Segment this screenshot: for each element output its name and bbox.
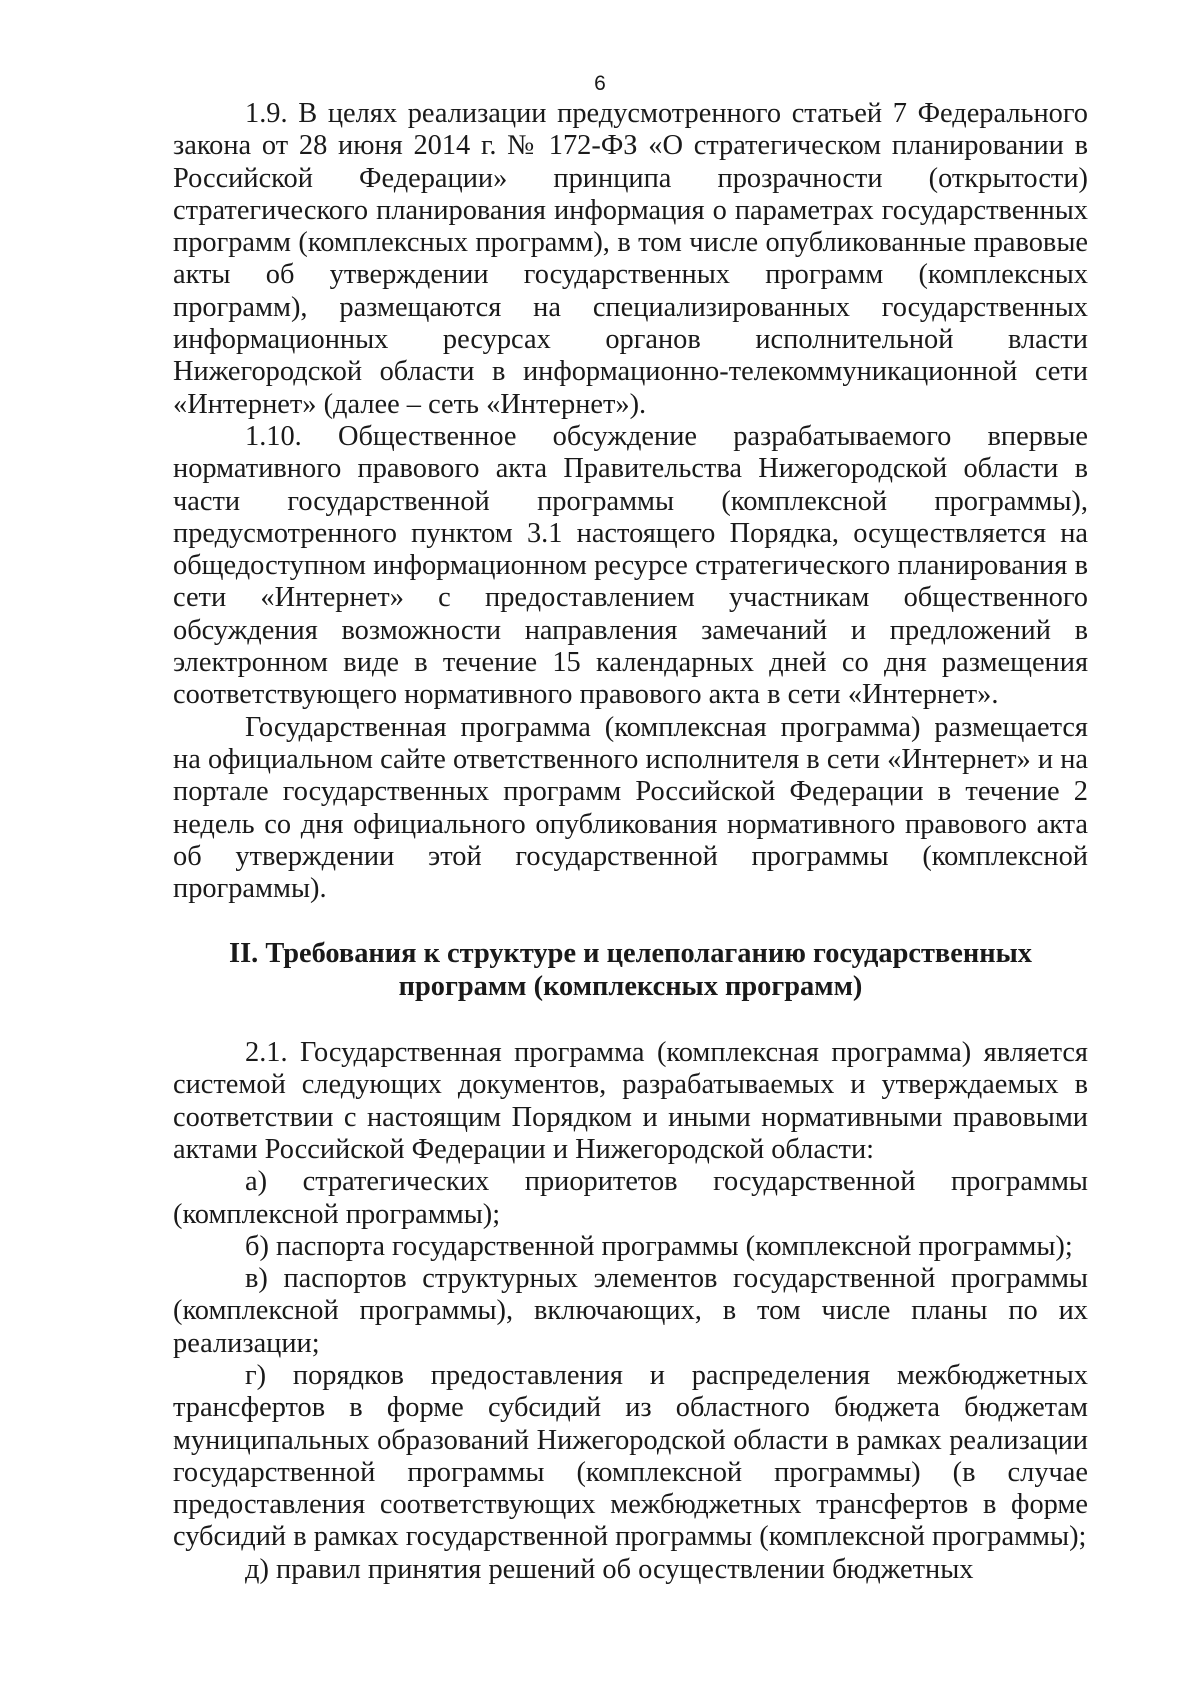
list-item-d: д) правил принятия решений об осуществлении бюджетных	[245, 1553, 974, 1585]
paragraph-2-1: 2.1. Государственная программа (комплексная программа) является системой следующих документов, разрабатываемых и утверждаемых в соответствии с настоящим Порядком и иными нормативными правовыми актами Российской Федерации и Нижегородской области:	[173, 1037, 1088, 1165]
list-item-b: б) паспорта государственной программы (комплексной программы);	[245, 1230, 1073, 1262]
paragraph-1-9: 1.9. В целях реализации предусмотренного статьей 7 Федерального закона от 28 июня 2014 г. № 172-ФЗ «О стратегическом планировании в Российской Федерации» принципа прозрачности (открытости) стратегического планирования информация о параметрах государственных программ (комплексных программ), в том числе опубликованные правовые акты об утверждении государственных программ (комплексных программ), размещаются на специализированных государственных информационных ресурсах органов исполнительной власти Нижегородской области в информационно-телекоммуникационной сети «Интернет» (далее – сеть «Интернет»).	[173, 98, 1088, 420]
list-item-v: в) паспортов структурных элементов государственной программы (комплексной программы), включающих, в том числе планы по их реализации;	[173, 1263, 1088, 1359]
section-heading	[173, 938, 1088, 1003]
section-heading-line-1: II. Требования к структуре и целеполаганию государственных	[229, 938, 1032, 970]
list-item-a: а) стратегических приоритетов государственной программы (комплексной программы);	[173, 1166, 1088, 1230]
document-body	[173, 98, 1088, 1586]
section-heading-line-2: программ (комплексных программ)	[398, 970, 863, 1002]
spacer	[173, 1003, 1088, 1037]
paragraph-1-10: 1.10. Общественное обсуждение разрабатываемого впервые нормативного правового акта Правительства Нижегородской области в части государственной программы (комплексной программы), предусмотренного пунктом 3.1 настоящего Порядка, осуществляется на общедоступном информационном ресурсе стратегического планирования в сети «Интернет» с предоставлением участникам общественного обсуждения возможности направления замечаний и предложений в электронном виде в течение 15 календарных дней со дня размещения соответствующего нормативного правового акта в сети «Интернет».	[173, 420, 1088, 711]
paragraph-publication: Государственная программа (комплексная программа) размещается на официальном сайте ответственного исполнителя в сети «Интернет» и на портале государственных программ Российской Федерации в течение 2 недель со дня официального опубликования нормативного правового акта об утверждении этой государственной программы (комплексной программы).	[173, 711, 1088, 905]
page-number: 6	[594, 72, 606, 95]
list-item-g: г) порядков предоставления и распределения межбюджетных трансфертов в форме субсидий из областного бюджета бюджетам муниципальных образований Нижегородской области в рамках реализации государственной программы (комплексной программы) (в случае предоставления соответствующих межбюджетных трансфертов в форме субсидий в рамках государственной программы (комплексной программы);	[173, 1359, 1088, 1553]
